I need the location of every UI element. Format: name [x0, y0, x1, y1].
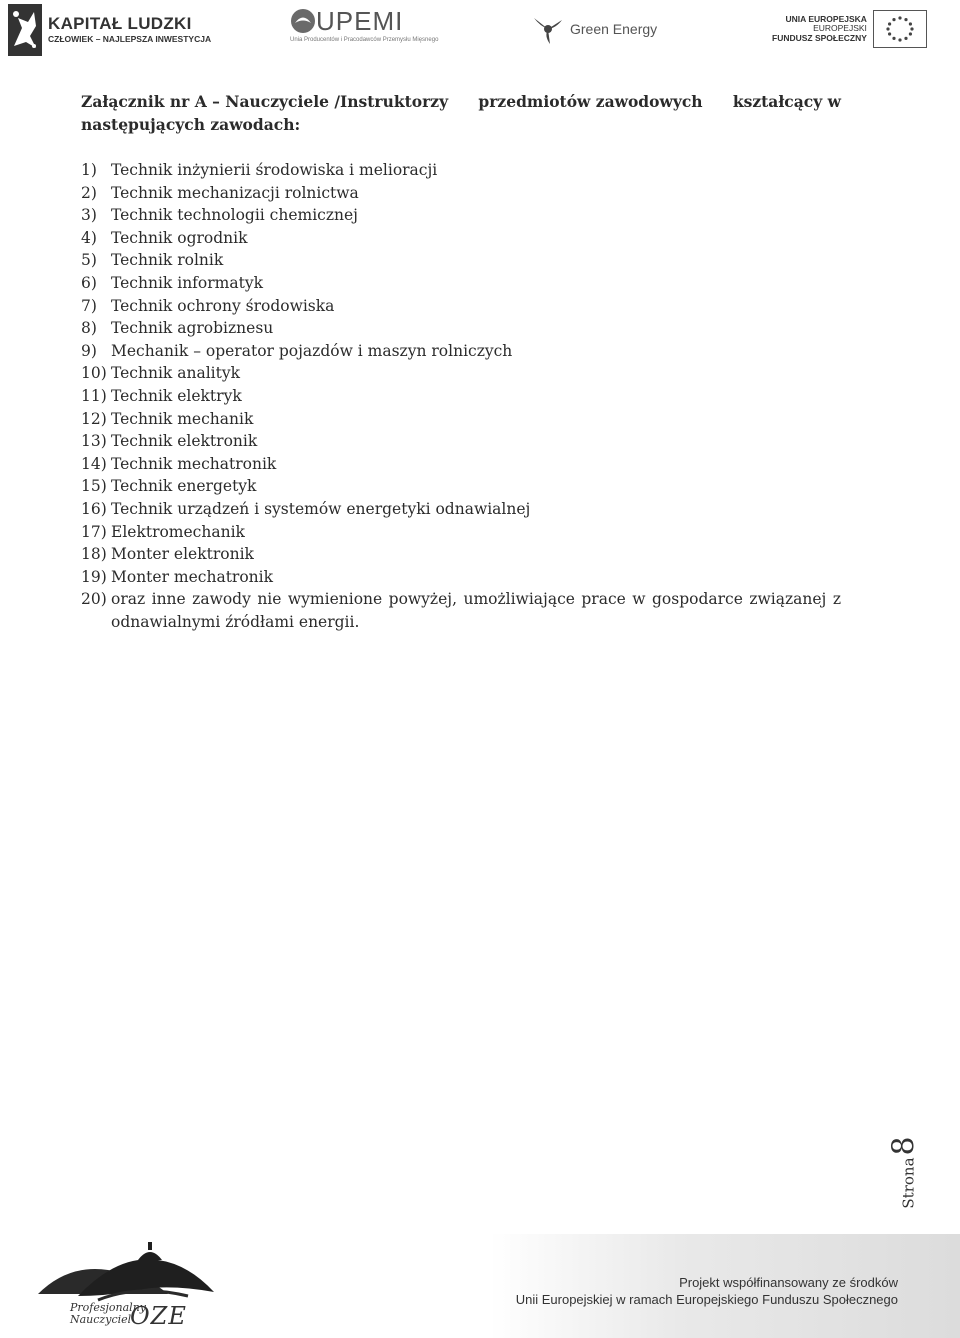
list-item — [81, 295, 841, 318]
list-item — [81, 453, 841, 476]
item-text: Technik ogrodnik — [111, 228, 248, 247]
list-item — [81, 498, 841, 521]
item-number: 12) — [81, 409, 107, 428]
list-item — [81, 204, 841, 227]
item-text: Technik rolnik — [111, 251, 224, 270]
profesjonalny-nauczyciel-oze-logo — [38, 1234, 218, 1338]
item-number: 16) — [81, 499, 107, 518]
upemi-swirl-icon — [290, 8, 316, 34]
list-item — [81, 362, 841, 385]
list-item — [81, 340, 841, 363]
item-number: 13) — [81, 432, 107, 451]
turbine-icon — [530, 12, 566, 46]
item-number: 9) — [81, 341, 97, 360]
eu-flag-icon — [873, 10, 927, 48]
list-item — [81, 588, 841, 633]
page-number-label: Strona — [899, 1157, 918, 1209]
kapital-ludzki-logo — [4, 2, 211, 56]
list-item — [81, 227, 841, 250]
ue-line2: EUROPEJSKI — [813, 23, 867, 34]
item-number: 1) — [81, 161, 97, 179]
heading-part3: kształcący w — [732, 92, 841, 111]
upemi-subtitle: Unia Producentów i Pracodawców Przemysłu Mięsnego — [290, 37, 439, 43]
kapital-ludzki-title: KAPITAŁ LUDZKI — [48, 13, 192, 33]
header-logos — [0, 0, 960, 60]
item-number: 10) — [81, 364, 107, 383]
item-number: 3) — [81, 206, 97, 225]
heading-part2: przedmiotów zawodowych — [478, 92, 703, 111]
oze-small-text: Profesjonalny Nauczyciel — [70, 1301, 147, 1327]
item-text: Technik analityk — [111, 364, 240, 383]
list-item — [81, 182, 841, 205]
item-text: Technik inżynierii środowiska i melioracji — [111, 161, 438, 179]
item-number: 18) — [81, 545, 107, 564]
heading-line2: następujących zawodach: — [81, 115, 301, 134]
funding-line1: Projekt współfinansowany ze środków — [679, 1275, 898, 1290]
item-text: Technik technologii chemicznej — [111, 206, 358, 225]
item-number: 6) — [81, 273, 97, 292]
ue-line1: UNIA EUROPEJSKA — [785, 13, 867, 24]
item-number: 19) — [81, 567, 107, 586]
item-text: Technik elektryk — [111, 386, 242, 405]
item-text: Technik ochrony środowiska — [111, 296, 335, 315]
item-text: Mechanik – operator pojazdów i maszyn rolniczych — [111, 341, 513, 360]
item-text: Technik elektronik — [111, 432, 258, 451]
footer — [0, 1228, 960, 1338]
item-text: Technik mechanik — [111, 409, 254, 428]
item-text: Technik agrobiznesu — [111, 319, 274, 338]
item-text: Technik mechatronik — [111, 454, 277, 473]
funding-band — [490, 1234, 960, 1338]
oze-big-text: OZE — [130, 1302, 187, 1330]
item-text: Technik energetyk — [111, 477, 257, 496]
item-text: Monter elektronik — [111, 545, 254, 564]
green-energy-title: Green Energy — [570, 21, 658, 37]
list-item — [81, 543, 841, 566]
list-item — [81, 249, 841, 272]
kapital-ludzki-subtitle: CZŁOWIEK – NAJLEPSZA INWESTYCJA — [48, 33, 212, 44]
list-item — [81, 159, 841, 182]
item-text: Elektromechanik — [111, 522, 245, 541]
item-number: 15) — [81, 477, 107, 496]
item-text: Technik urządzeń i systemów energetyki odnawialnej — [111, 499, 531, 518]
kapital-ludzki-emblem-icon — [4, 2, 44, 56]
list-item — [81, 521, 841, 544]
item-number: 17) — [81, 522, 107, 541]
list-item — [81, 385, 841, 408]
profession-list — [81, 159, 841, 633]
list-item — [81, 430, 841, 453]
item-text: Technik mechanizacji rolnictwa — [111, 183, 359, 202]
page-number — [878, 1116, 930, 1209]
item-number: 4) — [81, 228, 97, 247]
item-text: Technik informatyk — [111, 273, 263, 292]
item-number: 2) — [81, 183, 97, 202]
upemi-title: UPEMI — [316, 6, 404, 36]
funding-line2: Unii Europejskiej w ramach Europejskiego Funduszu Społecznego — [515, 1292, 898, 1307]
item-number: 7) — [81, 296, 97, 315]
item-number: 14) — [81, 454, 107, 473]
item-text: Monter mechatronik — [111, 567, 274, 586]
upemi-logo — [290, 8, 438, 43]
item-text: oraz inne zawody nie wymienione powyżej, umożliwiające prace w gospodarce związanej z odnawialnymi źródłami energii. — [111, 590, 841, 631]
document-heading — [81, 90, 841, 136]
list-item — [81, 317, 841, 340]
list-item — [81, 566, 841, 589]
heading-part1: Załącznik nr A – Nauczyciele /Instruktorzy — [81, 92, 449, 111]
item-number: 11) — [81, 386, 107, 405]
green-energy-logo — [530, 12, 657, 46]
item-number: 5) — [81, 251, 97, 270]
list-item — [81, 272, 841, 295]
ue-line3: FUNDUSZ SPOŁECZNY — [772, 32, 867, 43]
ue-efs-logo — [772, 10, 927, 48]
item-number: 8) — [81, 319, 97, 338]
item-number: 20) — [81, 590, 107, 609]
page-number-value: 8 — [886, 1136, 922, 1156]
hills-observatory-icon — [38, 1234, 218, 1304]
list-item — [81, 408, 841, 431]
list-item — [81, 475, 841, 498]
